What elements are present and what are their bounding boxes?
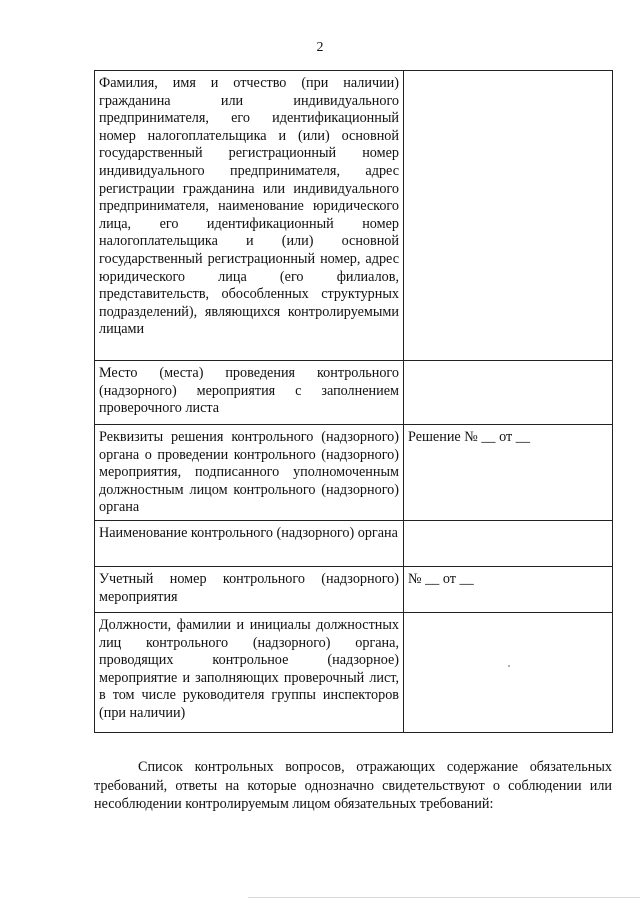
table-row — [95, 361, 613, 425]
row-value-controlled-person[interactable] — [404, 71, 613, 361]
intro-paragraph: Список контрольных вопросов, отражающих содержание обязательных требований, ответы на которые однозначно свидетельствуют о соблюдении или несоблюдении контролируемым лицом обязательных требований: — [94, 759, 612, 813]
row-value-officials[interactable] — [404, 613, 613, 733]
table-row — [95, 425, 613, 521]
row-label-controlled-person: Фамилия, имя и отчество (при наличии) гражданина или индивидуального предпринимателя, его идентификационный номер налогоплательщика и (или) основной государственный регистрационный номер индивидуального предпринимателя, адрес регистрации гражданина или индивидуального предпринимателя, наименование юридического лица, его идентификационный номер налогоплательщика и (или) основной государственный регистрационный номер, адрес юридического лица (его филиалов, представительств, обособленных структурных подразделений), являющихся контролируемыми лицами — [95, 71, 404, 361]
row-value-authority-name[interactable] — [404, 521, 613, 567]
table-row — [95, 567, 613, 613]
page-number: 2 — [316, 40, 324, 55]
row-label-authority-name: Наименование контрольного (надзорного) органа — [95, 521, 404, 567]
row-value-location[interactable] — [404, 361, 613, 425]
row-label-registration-number: Учетный номер контрольного (надзорного) мероприятия — [95, 567, 404, 613]
row-value-decision-details[interactable]: Решение № __ от __ — [404, 425, 613, 521]
table-row — [95, 613, 613, 733]
row-label-decision-details: Реквизиты решения контрольного (надзорного) органа о проведении контрольного (надзорного) мероприятия, подписанного уполномоченным должностным лицом контрольного (надзорного) органа — [95, 425, 404, 521]
row-label-location: Место (места) проведения контрольного (надзорного) мероприятия с заполнением проверочного листа — [95, 361, 404, 425]
row-value-registration-number[interactable]: № __ от __ — [404, 567, 613, 613]
page-edge-line — [248, 897, 640, 898]
table-row — [95, 521, 613, 567]
info-table — [94, 70, 613, 733]
row-label-officials: Должности, фамилии и инициалы должностных лиц контрольного (надзорного) органа, проводящих контрольное (надзорное) мероприятие и заполняющих проверочный лист, в том числе руководителя группы инспекторов (при наличии) — [95, 613, 404, 733]
scan-speck — [508, 665, 510, 667]
table-row — [95, 71, 613, 361]
